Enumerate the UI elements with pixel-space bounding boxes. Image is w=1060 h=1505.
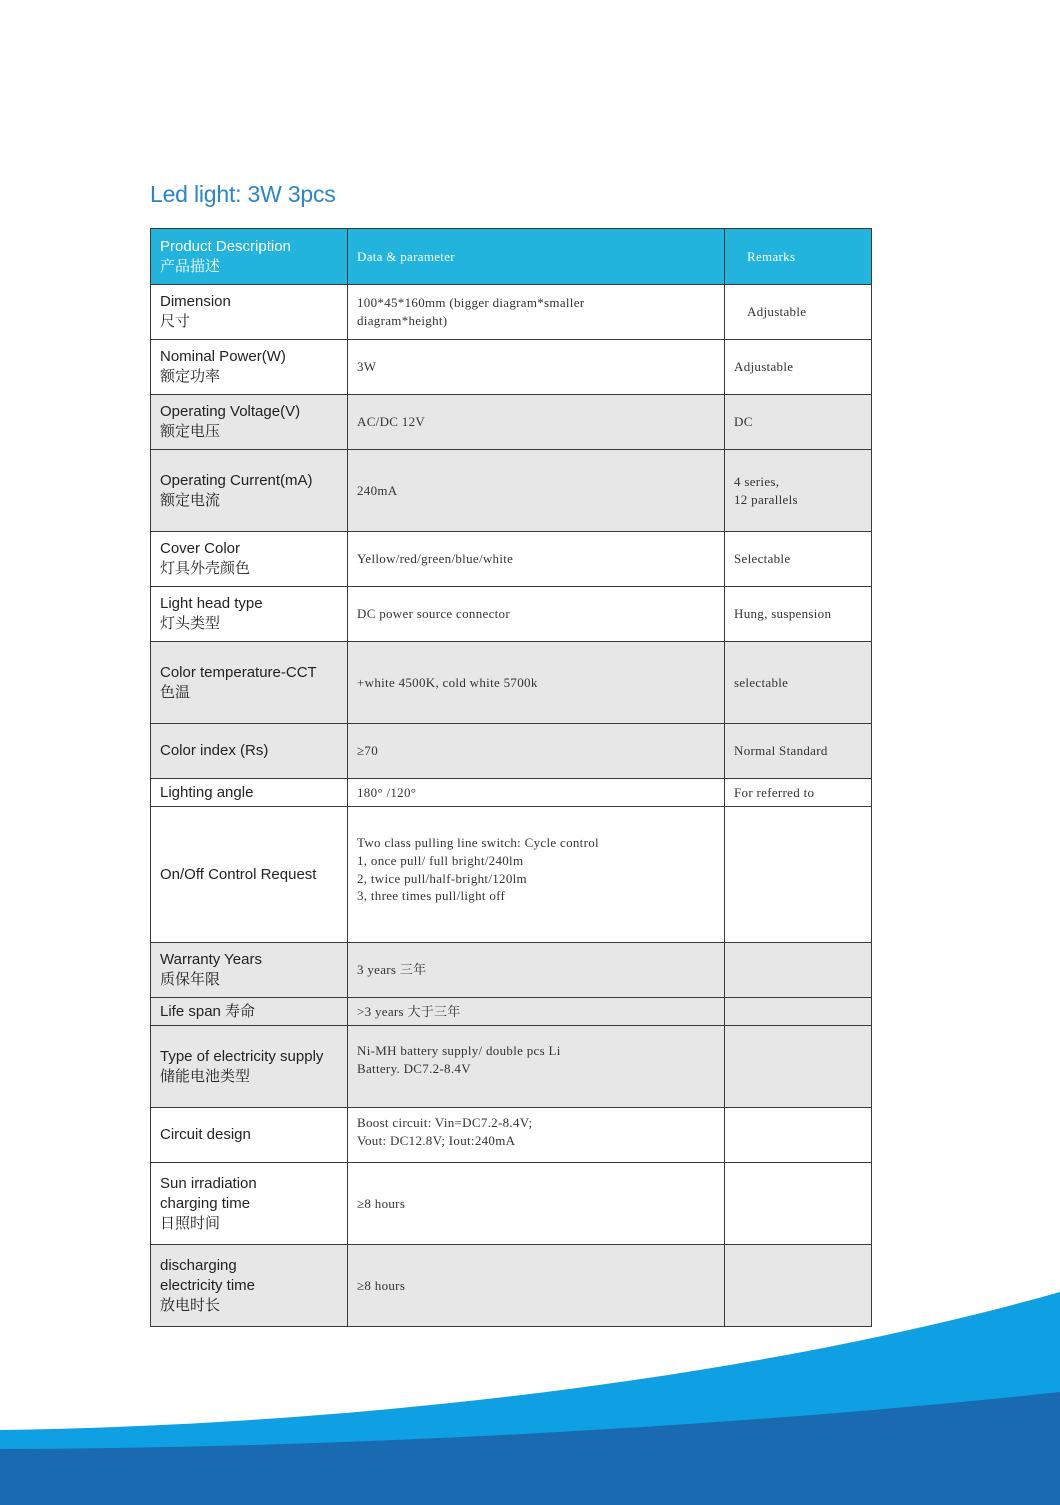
row-remark: For referred to: [725, 779, 872, 807]
row-remark: Hung, suspension: [725, 587, 872, 642]
row-label-en: Lighting angle: [160, 783, 254, 801]
row-label-cn: 灯头类型: [160, 615, 221, 632]
row-label-cn: 额定电流: [160, 491, 221, 509]
row-value: Boost circuit: Vin=DC7.2-8.4V; Vout: DC12.8V; Iout:240mA: [348, 1108, 725, 1163]
row-value: Yellow/red/green/blue/white: [348, 532, 725, 587]
row-label-cn: 日照时间: [160, 1214, 221, 1232]
row-remark: Adjustable: [725, 340, 872, 395]
row-remark: selectable: [725, 642, 872, 724]
row-value: 100*45*160mm (bigger diagram*smaller diagram*height): [348, 285, 725, 340]
row-value: ≥8 hours: [348, 1245, 725, 1327]
header-remark: Remarks: [725, 229, 872, 285]
row-label-cn: 额定功率: [160, 368, 221, 385]
row-label-en: Dimension: [160, 293, 231, 310]
header-desc-en: Product Description: [160, 237, 291, 255]
row-remark: Normal Standard: [725, 724, 872, 779]
row-label-en: Operating Voltage(V): [160, 403, 301, 420]
row-label-cn: 额定电压: [160, 423, 221, 440]
row-value: ≥70: [348, 724, 725, 779]
row-value: >3 years 大于三年: [348, 998, 725, 1026]
row-value: DC power source connector: [348, 587, 725, 642]
row-remark: DC: [725, 395, 872, 450]
row-label-cn: 尺寸: [160, 313, 191, 330]
row-label-cn: 放电时长: [160, 1296, 221, 1314]
row-value: +white 4500K, cold white 5700k: [348, 642, 725, 724]
row-value: AC/DC 12V: [348, 395, 725, 450]
row-label-en: On/Off Control Request: [160, 865, 317, 883]
row-label-en: Operating Current(mA): [160, 471, 313, 489]
row-label-en: Circuit design: [160, 1126, 251, 1143]
row-label-en: Color index (Rs): [160, 742, 269, 759]
row-label-en: Nominal Power(W): [160, 348, 286, 365]
row-value: Two class pulling line switch: Cycle control 1, once pull/ full bright/240lm 2, twice pull/half-bright/120lm 3, three times pull/light off: [348, 807, 725, 943]
row-label-en: Life span 寿命: [160, 1002, 256, 1020]
row-label-en: Sun irradiation charging time: [160, 1174, 257, 1212]
row-value: Ni-MH battery supply/ double pcs Li Battery. DC7.2-8.4V: [348, 1026, 725, 1108]
row-remark: Adjustable: [725, 285, 872, 340]
row-remark: Selectable: [725, 532, 872, 587]
row-label-cn: 灯具外壳颜色: [160, 560, 251, 577]
row-label-cn: 储能电池类型: [160, 1067, 251, 1085]
row-value: 240mA: [348, 450, 725, 532]
page-title: Led light: 3W 3pcs: [150, 181, 336, 207]
row-label-en: discharging electricity time: [160, 1256, 256, 1294]
row-value: 3W: [348, 340, 725, 395]
row-value: ≥8 hours: [348, 1163, 725, 1245]
row-label-en: Light head type: [160, 595, 263, 612]
header-value: Data & parameter: [348, 229, 725, 285]
row-label-cn: 质保年限: [160, 971, 221, 988]
row-label-en: Cover Color: [160, 540, 241, 557]
row-value: 3 years 三年: [348, 943, 725, 998]
row-value: 180° /120°: [348, 779, 725, 807]
row-remark: 4 series, 12 parallels: [725, 450, 872, 532]
row-label-en: Color temperature-CCT: [160, 663, 317, 681]
row-label-en: Warranty Years: [160, 951, 262, 968]
header-desc-cn: 产品描述: [160, 257, 221, 275]
row-label-en: Type of electricity supply: [160, 1047, 324, 1065]
row-label-cn: 色温: [160, 683, 191, 701]
